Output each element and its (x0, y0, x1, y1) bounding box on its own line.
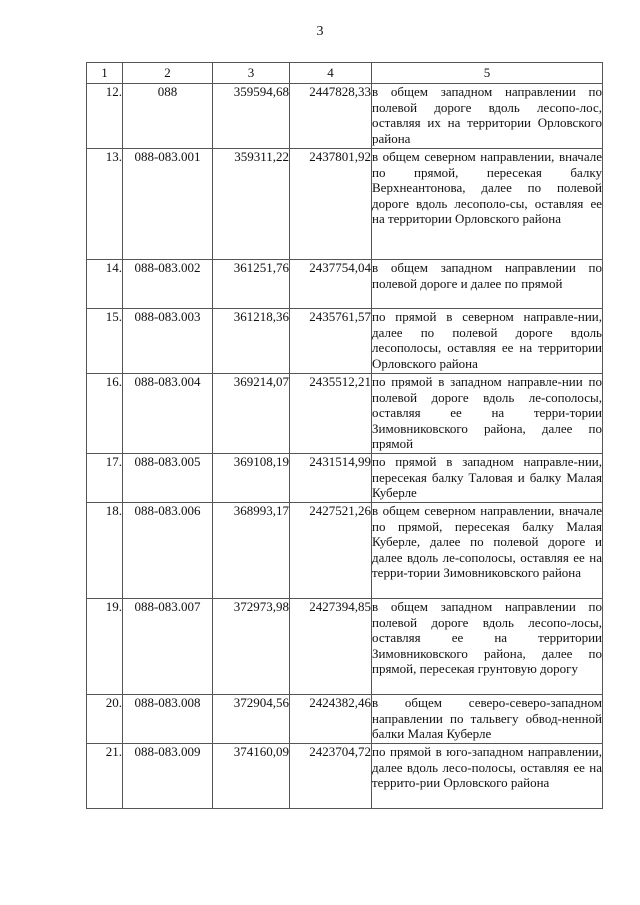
boundary-description: в общем западном направлении по полевой дороге вдоль лесопо-лос, оставляя их на территории Орловского района (372, 84, 603, 149)
point-code: 088-083.007 (123, 599, 213, 695)
table-header-row (87, 63, 603, 84)
table-row (87, 84, 603, 149)
coordinate-y: 2437754,04 (290, 260, 372, 309)
point-code: 088-083.008 (123, 695, 213, 744)
coordinate-y: 2431514,99 (290, 454, 372, 503)
column-header-4: 4 (290, 63, 372, 84)
coordinate-y: 2437801,92 (290, 149, 372, 260)
point-code: 088-083.006 (123, 503, 213, 599)
boundary-description: по прямой в западном направле-нии, пересекая балку Таловая и балку Малая Куберле (372, 454, 603, 503)
coordinate-x: 372904,56 (213, 695, 290, 744)
boundary-description: по прямой в западном направле-нии по полевой дороге вдоль ле-сополосы, оставляя ее на терри-тории Зимовниковского района, далее по прямой (372, 374, 603, 454)
coordinate-x: 361251,76 (213, 260, 290, 309)
boundary-description: по прямой в северном направле-нии, далее по полевой дороге вдоль лесополосы, оставляя ее на территории Орловского района (372, 309, 603, 374)
boundary-description: в общем северном направлении, вначале по прямой, пересекая балку Малая Куберле, далее по полевой дороге и далее вдоль ле-сополосы, оставляя ее на терри-тории Зимовниковского района (372, 503, 603, 599)
boundary-description: в общем северном направлении, вначале по прямой, пересекая балку Верхнеантонова, далее по полевой дороге вдоль лесополо-сы, оставляя ее на территории Орловского района (372, 149, 603, 260)
point-code: 088-083.004 (123, 374, 213, 454)
boundary-description: в общем западном направлении по полевой дороге вдоль лесопо-лосы, оставляя ее на территории Зимовниковского района, далее по прямой, пересекая грунтовую дорогу (372, 599, 603, 695)
table-row (87, 149, 603, 260)
row-number: 16. (87, 374, 123, 454)
boundary-description: в общем северо-северо-западном направлении по тальвегу обвод-ненной балки Малая Куберле (372, 695, 603, 744)
row-number: 19. (87, 599, 123, 695)
point-code: 088 (123, 84, 213, 149)
table-row (87, 695, 603, 744)
coordinate-y: 2427394,85 (290, 599, 372, 695)
boundary-description: в общем западном направлении по полевой дороге и далее по прямой (372, 260, 603, 309)
coordinate-x: 359311,22 (213, 149, 290, 260)
point-code: 088-083.003 (123, 309, 213, 374)
coordinate-x: 369108,19 (213, 454, 290, 503)
row-number: 14. (87, 260, 123, 309)
row-number: 18. (87, 503, 123, 599)
coordinate-y: 2435512,21 (290, 374, 372, 454)
coordinate-x: 361218,36 (213, 309, 290, 374)
point-code: 088-083.009 (123, 744, 213, 809)
point-code: 088-083.005 (123, 454, 213, 503)
coordinate-y: 2427521,26 (290, 503, 372, 599)
row-number: 15. (87, 309, 123, 374)
row-number: 20. (87, 695, 123, 744)
coordinate-y: 2424382,46 (290, 695, 372, 744)
point-code: 088-083.002 (123, 260, 213, 309)
row-number: 13. (87, 149, 123, 260)
coordinate-x: 372973,98 (213, 599, 290, 695)
column-header-3: 3 (213, 63, 290, 84)
page-number: 3 (316, 24, 324, 39)
coordinate-x: 369214,07 (213, 374, 290, 454)
boundary-description: по прямой в юго-западном направлении, далее вдоль лесо-полосы, оставляя ее на террито-рии Орловского района (372, 744, 603, 809)
coordinate-x: 374160,09 (213, 744, 290, 809)
table-row (87, 599, 603, 695)
coordinate-x: 368993,17 (213, 503, 290, 599)
boundary-description-table (86, 62, 603, 809)
table-row (87, 309, 603, 374)
column-header-1: 1 (87, 63, 123, 84)
column-header-5: 5 (372, 63, 603, 84)
table-row (87, 260, 603, 309)
coordinate-x: 359594,68 (213, 84, 290, 149)
coordinate-y: 2447828,33 (290, 84, 372, 149)
row-number: 21. (87, 744, 123, 809)
point-code: 088-083.001 (123, 149, 213, 260)
table-row (87, 744, 603, 809)
column-header-2: 2 (123, 63, 213, 84)
table-row (87, 454, 603, 503)
row-number: 12. (87, 84, 123, 149)
row-number: 17. (87, 454, 123, 503)
table-row (87, 374, 603, 454)
coordinate-y: 2423704,72 (290, 744, 372, 809)
coordinate-y: 2435761,57 (290, 309, 372, 374)
table-row (87, 503, 603, 599)
